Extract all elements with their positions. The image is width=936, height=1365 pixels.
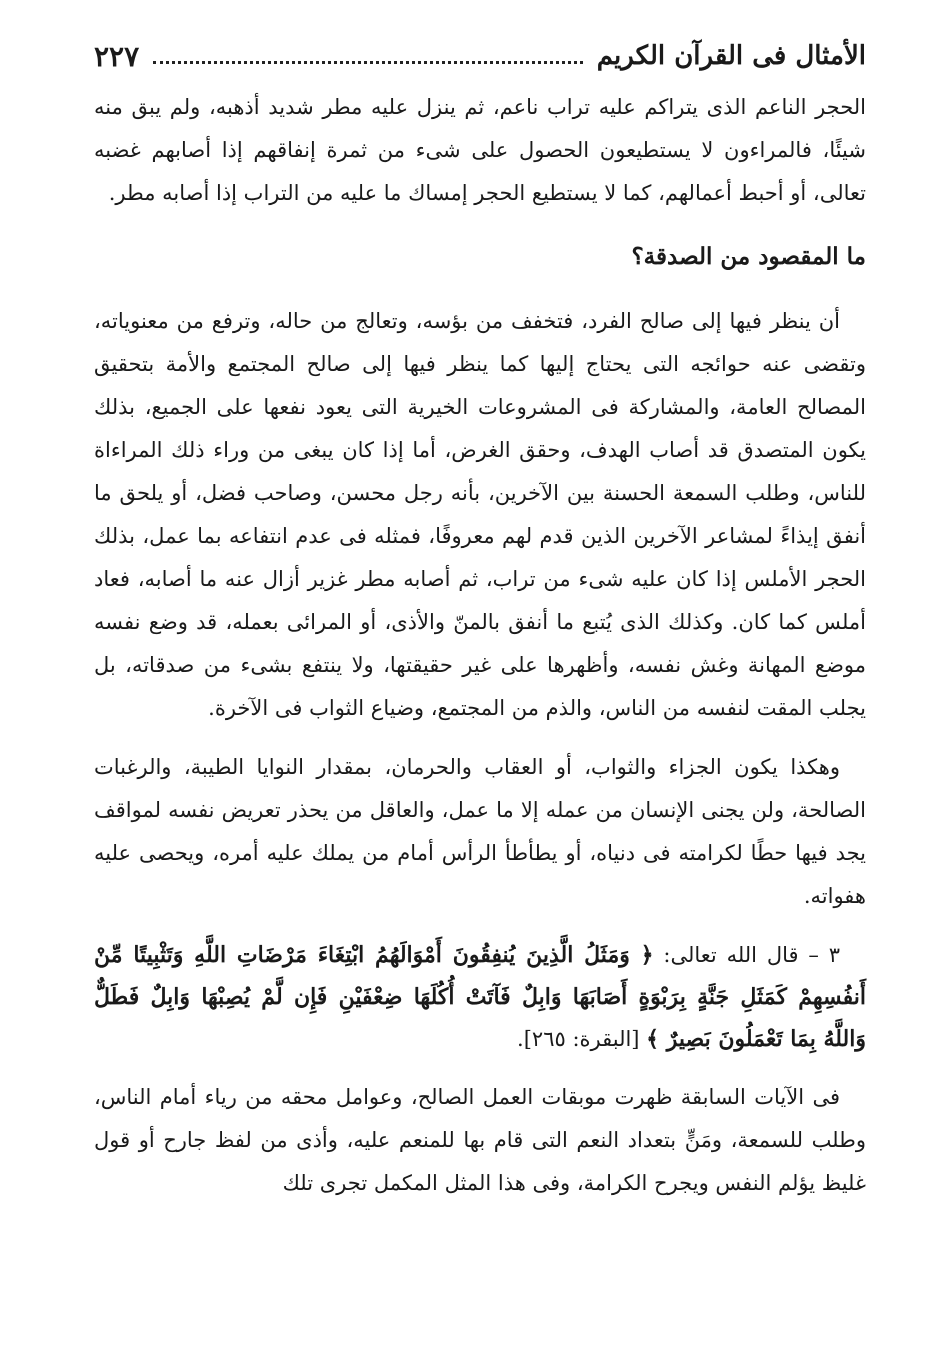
paragraph-2: أن ينظر فيها إلى صالح الفرد، فتخفف من بؤسه، وتعالج من حاله، وترفع من معنوياته، وتقضى عنه حوائجه التى يحتاج إليها كما ينظر فيها إلى صالح المجتمع والأمة بتحقيق المصالح العامة، والمشاركة فى المشروعات الخيرية التى يعود نفعها على الجميع، بذلك يكون المتصدق قد أصاب الهدف، وحقق الغرض، أما إذا كان يبغى من وراء ذلك المراءاة للناس، وطلب السمعة الحسنة بين الآخرين، بأنه رجل محسن، وصاحب فضل، أو يلحق ما أنفق إيذاءً لمشاعر الآخرين الذين قدم لهم معروفًا، فمثله فى عدم انتفاعه بما عمل، بذلك الحجر الأملس إذا كان عليه شىء من تراب، ثم أصابه مطر غزير أزال عنه ما أصابه، فعاد أملس كما كان. وكذلك الذى يُتبع ما أنفق بالمنّ والأذى، أو المرائى بعمله، قد وضع نفسه موضع المهانة وغش نفسه، وأظهرها على غير حقيقتها، ولا ينتفع بشىء من صدقاته، بل يجلب المقت لنفسه من الناس، والذم من المجتمع، وضياع الثواب فى الآخرة. xyxy=(94,309,866,720)
paragraph-gap xyxy=(94,730,866,746)
dotted-leader xyxy=(153,49,583,64)
paragraph-gap xyxy=(94,918,866,934)
paragraph-3: وهكذا يكون الجزاء والثواب، أو العقاب والحرمان، بمقدار النوايا الطيبة، والرغبات الصالحة، ولن يجنى الإنسان من عمله إلا ما عمل، والعاقل من يحذر تعريض نفسه لمواقف يجد فيها حطًا لكرامته فى دنياه، أو يطأطأ الرأس أمام من يملك عليه أمره، ويحصى عليه هفواته. xyxy=(94,755,866,908)
verse-citation: [البقرة: ٢٦٥]. xyxy=(517,1027,647,1051)
verse-paragraph xyxy=(94,934,866,1060)
quran-verse: ﴿ وَمَثَلُ الَّذِينَ يُنفِقُونَ أَمْوَالَهُمُ ابْتِغَاءَ مَرْضَاتِ اللَّهِ وَتَثْبِيتًا مِّنْ أَنفُسِهِمْ كَمَثَلِ جَنَّةٍ بِرَبْوَةٍ أَصَابَهَا وَابِلٌ فَآتَتْ أُكُلَهَا ضِعْفَيْنِ فَإِن لَّمْ يُصِبْهَا وَابِلٌ فَطَلٌّ وَاللَّهُ بِمَا تَعْمَلُونَ بَصِيرٌ ﴾ xyxy=(94,942,866,1052)
verse-prefix: ٣ – قال الله تعالى: xyxy=(653,943,840,967)
running-title: الأمثال فى القرآن الكريم xyxy=(596,41,866,71)
paragraph-4: فى الآيات السابقة ظهرت موبقات العمل الصالح، وعوامل محقه من رياء أمام الناس، وطلب للسمعة، ومَنٍّ بتعداد النعم التى قام بها للمنعم عليه، وأذى من لفظ جارح أو قول غليظ يؤلم النفس ويجرح الكرامة، وفى هذا المثل المكمل تجرى تلك xyxy=(94,1085,866,1195)
page-header xyxy=(94,34,866,78)
paragraph-gap xyxy=(94,1060,866,1076)
paragraph-1: الحجر الناعم الذى يتراكم عليه تراب ناعم، ثم ينزل عليه مطر شديد أذهبه، ولم يبق منه شيئًا، فالمراءون لا يستطيعون الحصول على شىء من ثمرة إنفاقهم إذا أصابهم غضبه تعالى، أو أحبط أعمالهم، كما لا يستطيع الحجر إمساك ما عليه من التراب إذا أصابه مطر. xyxy=(94,95,866,205)
page-number: ٢٢٧ xyxy=(94,39,140,73)
section-heading: ما المقصود من الصدقة؟ xyxy=(631,243,866,270)
